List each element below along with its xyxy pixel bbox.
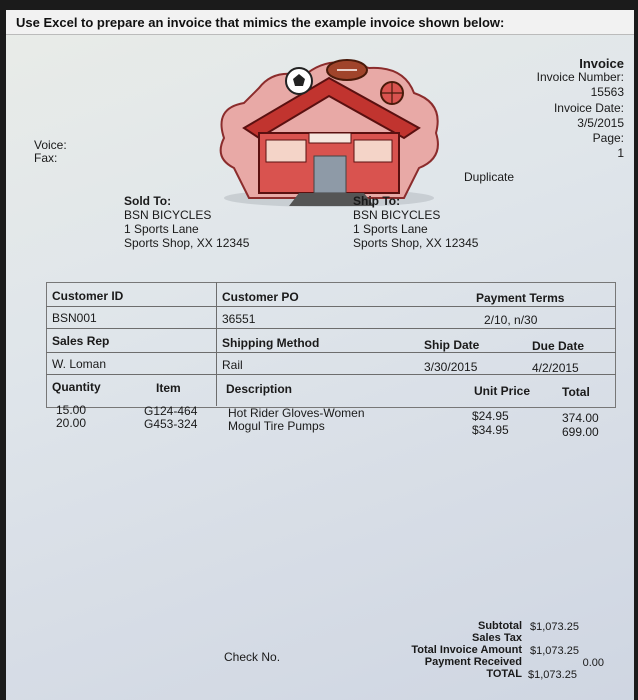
customer-po-value: 36551 — [222, 312, 256, 326]
page-number: 1 — [617, 146, 624, 160]
voice-label: Voice: — [34, 138, 67, 152]
page-label: Page: — [592, 131, 624, 145]
payment-received-label: Payment Received — [424, 656, 522, 668]
quantity-header: Quantity — [52, 380, 101, 394]
duplicate-label: Duplicate — [464, 170, 515, 184]
sold-to-address2: Sports Shop, XX 12345 — [124, 236, 250, 250]
fax-label: Fax: — [34, 151, 58, 165]
sales-rep-value: W. Loman — [52, 357, 107, 371]
due-date-label: Due Date — [532, 339, 585, 353]
due-date-value: 4/2/2015 — [532, 361, 579, 375]
line-item: G124-464 — [144, 404, 198, 418]
invoice-number-label: Invoice Number: — [536, 70, 624, 84]
row-divider — [46, 328, 616, 329]
check-no-label: Check No. — [224, 650, 281, 664]
invoice-title: Invoice — [579, 56, 624, 71]
total-invoice-value: $1,073.25 — [530, 645, 579, 657]
total-header: Total — [562, 385, 590, 399]
line-quantity: 15.00 — [56, 403, 87, 417]
row-divider — [46, 352, 616, 353]
total-value: $1,073.25 — [528, 669, 577, 681]
line-unit-price: $24.95 — [472, 409, 509, 423]
shipping-method-label: Shipping Method — [222, 336, 320, 350]
customer-id-value: BSN001 — [52, 311, 97, 325]
payment-received-value: 0.00 — [582, 657, 604, 669]
unit-price-header: Unit Price — [474, 384, 531, 398]
ship-date-label: Ship Date — [424, 338, 480, 352]
sales-rep-label: Sales Rep — [52, 334, 110, 348]
customer-po-label: Customer PO — [222, 290, 299, 304]
invoice-number: 15563 — [590, 85, 624, 99]
row-divider — [46, 374, 616, 375]
ship-to-name: BSN BICYCLES — [353, 208, 441, 222]
ship-to-address1: 1 Sports Lane — [353, 222, 428, 236]
line-total: 699.00 — [562, 425, 599, 439]
invoice-date-label: Invoice Date: — [553, 101, 624, 115]
total-invoice-label: Total Invoice Amount — [411, 644, 522, 656]
row-divider — [46, 306, 616, 307]
line-total: 374.00 — [562, 411, 599, 425]
invoice-date: 3/5/2015 — [577, 116, 624, 130]
ship-to-label: Ship To: — [353, 194, 401, 208]
shipping-method-value: Rail — [222, 358, 243, 372]
item-header: Item — [156, 381, 181, 395]
invoice-sheet — [6, 10, 634, 700]
line-description: Mogul Tire Pumps — [228, 419, 325, 433]
sold-to-name: BSN BICYCLES — [124, 208, 212, 222]
ship-date-value: 3/30/2015 — [424, 360, 478, 374]
payment-terms-value: 2/10, n/30 — [484, 313, 538, 327]
customer-id-label: Customer ID — [52, 289, 124, 303]
line-unit-price: $34.95 — [472, 423, 509, 437]
subtotal-label: Subtotal — [478, 620, 522, 632]
column-divider — [216, 282, 217, 406]
total-label: TOTAL — [486, 668, 522, 680]
line-item: G453-324 — [144, 417, 198, 431]
sales-tax-label: Sales Tax — [472, 632, 522, 644]
subtotal-value: $1,073.25 — [530, 621, 579, 633]
question-prompt: Use Excel to prepare an invoice that mimics the example invoice shown below: — [16, 15, 505, 30]
line-quantity: 20.00 — [56, 416, 87, 430]
sports-shop-logo — [204, 48, 454, 208]
line-description: Hot Rider Gloves-Women — [228, 406, 365, 420]
sold-to-label: Sold To: — [124, 194, 172, 208]
question-header — [6, 10, 634, 35]
payment-terms-label: Payment Terms — [476, 291, 565, 305]
ship-to-address2: Sports Shop, XX 12345 — [353, 236, 479, 250]
sold-to-address1: 1 Sports Lane — [124, 222, 199, 236]
description-header: Description — [226, 382, 293, 396]
